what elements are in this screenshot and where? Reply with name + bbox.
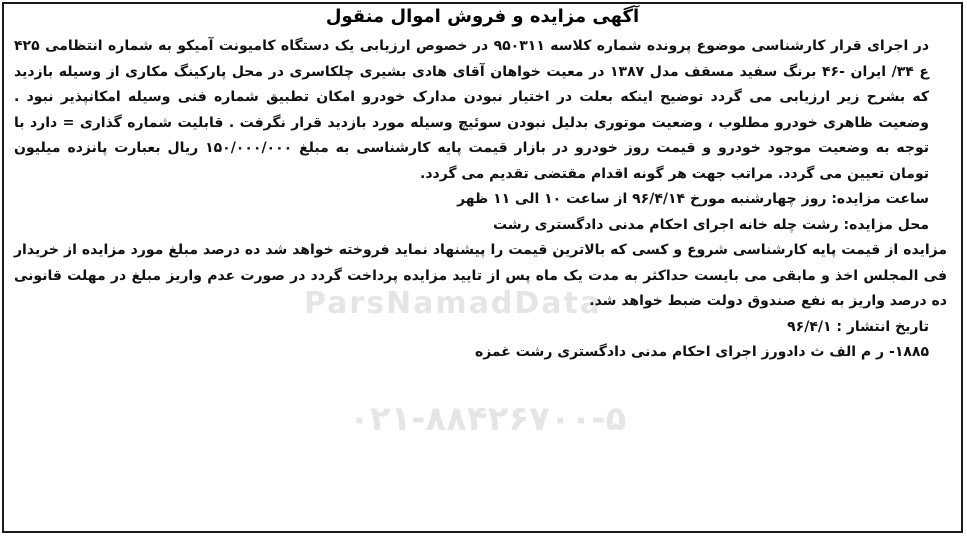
notice-frame — [2, 2, 963, 533]
auction-place: محل مزایده: رشت چله خانه اجرای احکام مدنی دادگستری رشت — [493, 216, 929, 233]
publish-date: تاریخ انتشار : ۹۶/۴/۱ — [787, 318, 929, 335]
notice-title: آگهی مزایده و فروش اموال منقول — [325, 6, 640, 27]
signature-line: ۱۸۸۵- ر م الف ث دادورز اجرای احکام مدنی دادگستری رشت غمزه — [474, 344, 929, 360]
auction-time: ساعت مزایده: روز چهارشنبه مورخ ۹۶/۴/۱۴ از ساعت ۱۰ الی ۱۱ ظهر — [457, 191, 929, 207]
watermark-logo: ParsNamadData — [304, 286, 603, 321]
watermark-phone: ۰۲۱-۸۸۴۲۶۷۰۰-۵ — [349, 399, 627, 439]
notice-body: در اجرای قرار کارشناسی موضوع پرونده شماره کلاسه ۹۵۰۳۱۱ در خصوص ارزیابی یک دستگاه کامیونت آمیکو به شماره انتظامی ۴۲۵ ع ۳۴/ ایران -۴۶ برنگ سفید مسقف مدل ۱۳۸۷ در معیت خواهان آقای هادی بشیری چلکاسری در محل پارکینگ مکاری از وسیله بازدید که بشرح زیر ارزیابی می گردد توضیح اینکه بعلت در اختیار نبودن مدارک خودرو امکان تطبیق شماره فنی وسیله امکانپذیر نبود . وضعیت ظاهری خودرو مطلوب ، وضعیت موتوری بدلیل نبودن سوئیچ وسیله مورد بازدید قرار نگرفت . قابلیت شماره گذاری = دارد با توجه به وضعیت موجود خودرو و قیمت روز خودرو در بازار قیمت پایه کارشناسی به مبلغ ۱۵۰/۰۰۰/۰۰۰ ریال بعبارت پانزده میلیون تومان تعیین می گردد. مراتب جهت هر گونه اقدام مقتضی تقدیم می گردد. — [14, 38, 929, 182]
auction-terms: مزایده از قیمت پایه کارشناسی شروع و کسی که بالاترین قیمت را پیشنهاد نماید فروخته خواهد شد ده درصد مبلغ مورد مزایده از خریدار فی المجلس اخذ و مابقی می بایست حداکثر به مدت یک ماه پس از تایید مزایده پرداخت گردد در صورت عدم واریز مبلغ در مهلت قانونی ده درصد واریز به نفع صندوق دولت ضبط خواهد شد. — [14, 242, 947, 309]
notice-content — [14, 34, 947, 366]
